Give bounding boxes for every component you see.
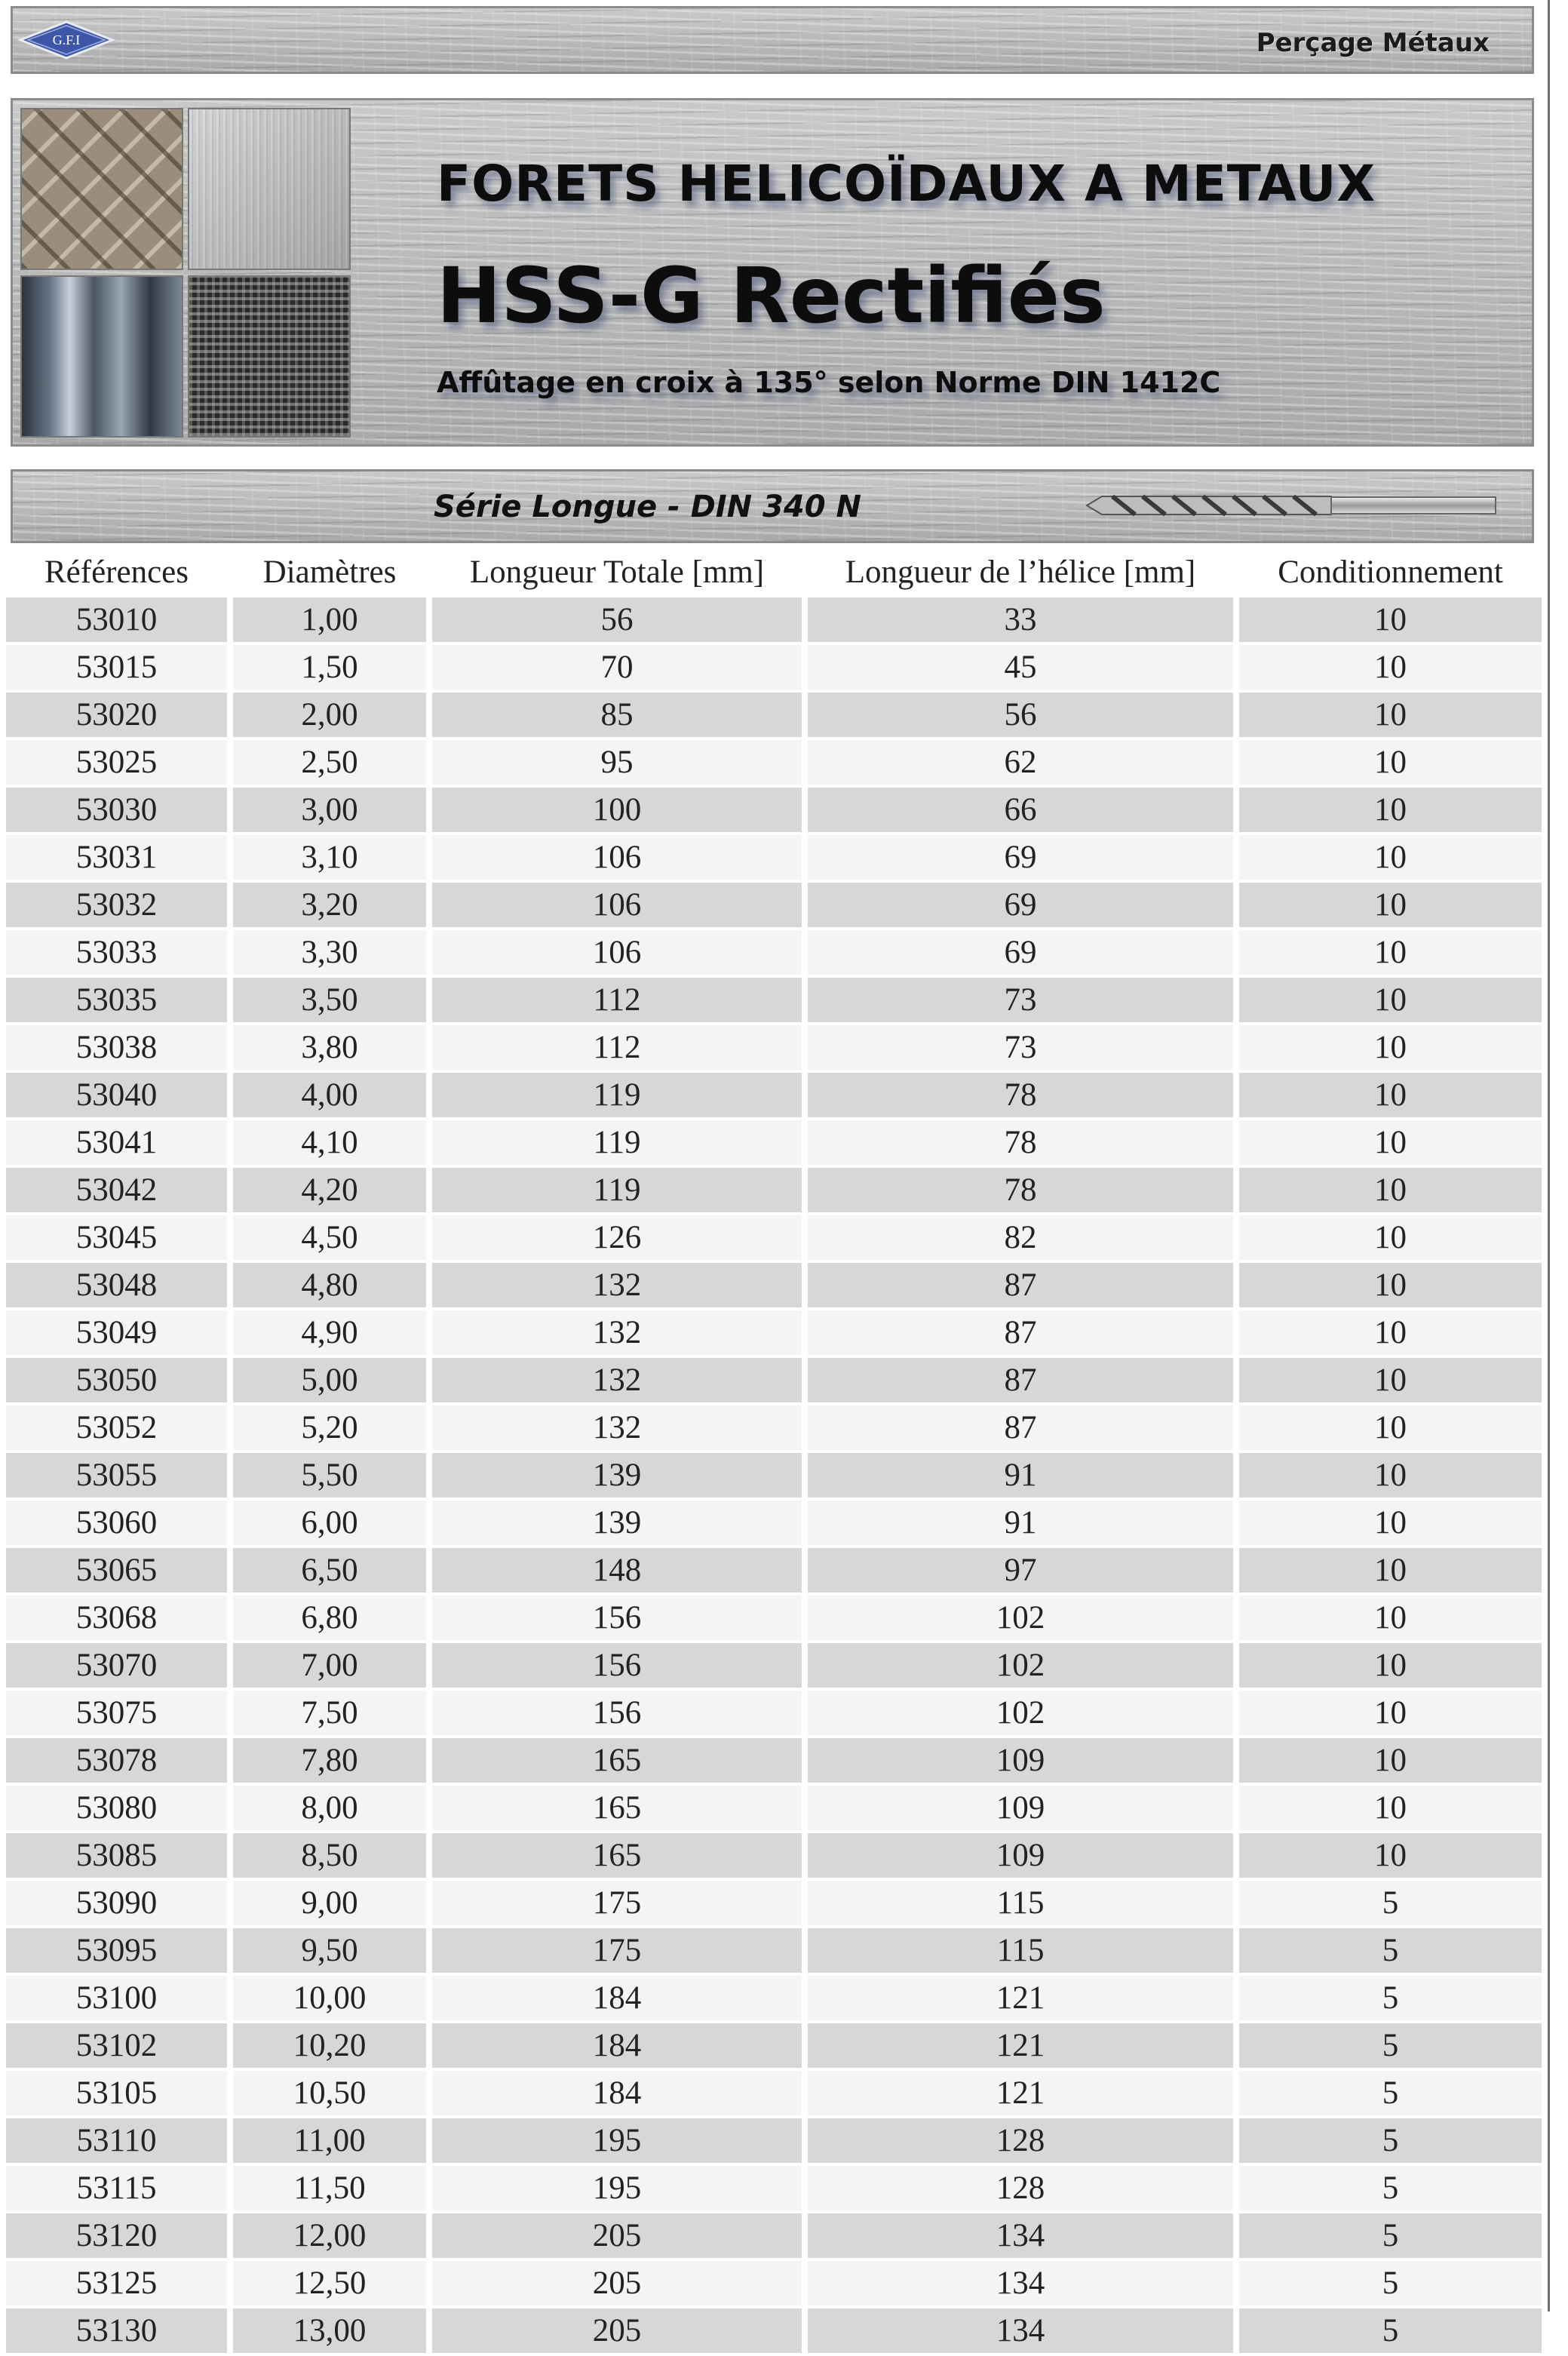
cell-packaging: 10	[1239, 1548, 1542, 1593]
cell-total-length: 132	[432, 1358, 802, 1402]
cell-diameter: 7,80	[233, 1738, 426, 1783]
cell-diameter: 5,50	[233, 1453, 426, 1497]
cell-reference: 53068	[6, 1596, 227, 1640]
cell-diameter: 3,30	[233, 930, 426, 975]
cell-reference: 53120	[6, 2213, 227, 2258]
table-row	[6, 1881, 1542, 1925]
cell-total-length: 156	[432, 1691, 802, 1735]
cell-packaging: 10	[1239, 1453, 1542, 1497]
cell-reference: 53085	[6, 1833, 227, 1878]
table-row	[6, 1643, 1542, 1688]
cell-diameter: 3,10	[233, 835, 426, 880]
cell-packaging: 5	[1239, 1881, 1542, 1925]
cell-packaging: 5	[1239, 2023, 1542, 2068]
table-body	[6, 597, 1542, 2353]
cell-reference: 53035	[6, 978, 227, 1022]
cell-diameter: 2,00	[233, 693, 426, 737]
cell-packaging: 10	[1239, 1358, 1542, 1402]
series-title: Série Longue - DIN 340 N	[434, 490, 861, 524]
cell-flute-length: 87	[808, 1358, 1233, 1402]
cell-flute-length: 115	[808, 1928, 1233, 1973]
cell-flute-length: 121	[808, 2071, 1233, 2115]
cell-packaging: 5	[1239, 2261, 1542, 2305]
cell-reference: 53045	[6, 1215, 227, 1260]
table-row	[6, 1215, 1542, 1260]
cell-packaging: 10	[1239, 883, 1542, 927]
cell-flute-length: 69	[808, 883, 1233, 927]
cell-diameter: 12,00	[233, 2213, 426, 2258]
cell-diameter: 13,00	[233, 2308, 426, 2353]
cell-diameter: 4,80	[233, 1263, 426, 1307]
table-row	[6, 597, 1542, 642]
table-row	[6, 788, 1542, 832]
table-row	[6, 930, 1542, 975]
table-row	[6, 1928, 1542, 1973]
cell-reference: 53060	[6, 1501, 227, 1545]
cell-flute-length: 66	[808, 788, 1233, 832]
cell-total-length: 106	[432, 930, 802, 975]
cell-reference: 53038	[6, 1025, 227, 1070]
gfi-logo	[17, 19, 115, 61]
cell-diameter: 1,00	[233, 597, 426, 642]
product-title: HSS-G Rectifiés	[437, 251, 1106, 341]
cell-reference: 53048	[6, 1263, 227, 1307]
cell-flute-length: 97	[808, 1548, 1233, 1593]
cell-total-length: 126	[432, 1215, 802, 1260]
table-row	[6, 1786, 1542, 1830]
cell-flute-length: 78	[808, 1168, 1233, 1212]
cell-flute-length: 109	[808, 1786, 1233, 1830]
cell-packaging: 5	[1239, 2308, 1542, 2353]
cell-diameter: 8,00	[233, 1786, 426, 1830]
column-header-total-length: Longueur Totale [mm]	[432, 549, 802, 594]
cell-packaging: 5	[1239, 2166, 1542, 2210]
cell-flute-length: 56	[808, 693, 1233, 737]
cell-total-length: 70	[432, 645, 802, 690]
cell-diameter: 9,50	[233, 1928, 426, 1973]
table-row	[6, 1025, 1542, 1070]
cell-flute-length: 134	[808, 2213, 1233, 2258]
cell-flute-length: 62	[808, 740, 1233, 785]
cell-packaging: 10	[1239, 1643, 1542, 1688]
table-row	[6, 883, 1542, 927]
cell-reference: 53031	[6, 835, 227, 880]
cell-reference: 53010	[6, 597, 227, 642]
table-row	[6, 1738, 1542, 1783]
cell-packaging: 10	[1239, 1215, 1542, 1260]
table-row	[6, 1263, 1542, 1307]
cell-total-length: 112	[432, 978, 802, 1022]
cell-packaging: 10	[1239, 1691, 1542, 1735]
cell-reference: 53055	[6, 1453, 227, 1497]
cell-reference: 53125	[6, 2261, 227, 2305]
cell-diameter: 6,50	[233, 1548, 426, 1593]
cell-packaging: 10	[1239, 1786, 1542, 1830]
cell-flute-length: 91	[808, 1501, 1233, 1545]
cell-diameter: 4,10	[233, 1120, 426, 1165]
cell-diameter: 6,80	[233, 1596, 426, 1640]
cell-total-length: 175	[432, 1881, 802, 1925]
title-banner	[11, 98, 1534, 447]
cell-reference: 53110	[6, 2118, 227, 2163]
table-row	[6, 2118, 1542, 2163]
cell-reference: 53115	[6, 2166, 227, 2210]
cell-flute-length: 69	[808, 835, 1233, 880]
cell-diameter: 3,20	[233, 883, 426, 927]
table-row	[6, 2023, 1542, 2068]
table-row	[6, 2166, 1542, 2210]
cell-packaging: 5	[1239, 2071, 1542, 2115]
column-header-packaging: Conditionnement	[1239, 549, 1542, 594]
cell-flute-length: 134	[808, 2261, 1233, 2305]
cell-packaging: 10	[1239, 1833, 1542, 1878]
table-row	[6, 1596, 1542, 1640]
cell-total-length: 56	[432, 597, 802, 642]
cell-diameter: 5,00	[233, 1358, 426, 1402]
section-title: Perçage Métaux	[1256, 28, 1490, 58]
cell-flute-length: 78	[808, 1120, 1233, 1165]
cell-packaging: 10	[1239, 1310, 1542, 1355]
cell-diameter: 3,00	[233, 788, 426, 832]
metal-mesh-texture	[188, 275, 351, 438]
cell-packaging: 5	[1239, 1976, 1542, 2020]
cell-flute-length: 33	[808, 597, 1233, 642]
cell-reference: 53090	[6, 1881, 227, 1925]
cell-packaging: 10	[1239, 1073, 1542, 1117]
cell-flute-length: 87	[808, 1310, 1233, 1355]
cell-diameter: 12,50	[233, 2261, 426, 2305]
cell-flute-length: 109	[808, 1833, 1233, 1878]
cell-flute-length: 128	[808, 2118, 1233, 2163]
table-row	[6, 1833, 1542, 1878]
column-header-diameter: Diamètres	[233, 549, 426, 594]
cell-diameter: 5,20	[233, 1405, 426, 1450]
cell-reference: 53070	[6, 1643, 227, 1688]
table-row	[6, 740, 1542, 785]
cell-packaging: 10	[1239, 597, 1542, 642]
cell-total-length: 165	[432, 1833, 802, 1878]
column-header-reference: Références	[6, 549, 227, 594]
cell-flute-length: 102	[808, 1691, 1233, 1735]
cell-diameter: 10,20	[233, 2023, 426, 2068]
cell-reference: 53080	[6, 1786, 227, 1830]
cell-total-length: 119	[432, 1168, 802, 1212]
cell-reference: 53025	[6, 740, 227, 785]
diamond-plate-texture	[20, 108, 183, 270]
cell-flute-length: 45	[808, 645, 1233, 690]
cell-reference: 53020	[6, 693, 227, 737]
cell-flute-length: 109	[808, 1738, 1233, 1783]
cell-flute-length: 82	[808, 1215, 1233, 1260]
cell-diameter: 10,00	[233, 1976, 426, 2020]
cell-diameter: 11,00	[233, 2118, 426, 2163]
cell-reference: 53015	[6, 645, 227, 690]
cell-packaging: 10	[1239, 740, 1542, 785]
cell-diameter: 11,50	[233, 2166, 426, 2210]
cell-flute-length: 115	[808, 1881, 1233, 1925]
cell-packaging: 5	[1239, 1928, 1542, 1973]
cell-diameter: 1,50	[233, 645, 426, 690]
cell-diameter: 3,50	[233, 978, 426, 1022]
cell-total-length: 132	[432, 1310, 802, 1355]
table-row	[6, 1120, 1542, 1165]
table-row	[6, 693, 1542, 737]
cell-flute-length: 121	[808, 2023, 1233, 2068]
table-row	[6, 1073, 1542, 1117]
cell-total-length: 195	[432, 2118, 802, 2163]
cell-total-length: 132	[432, 1405, 802, 1450]
table-row	[6, 1691, 1542, 1735]
product-subtitle: Affûtage en croix à 135° selon Norme DIN 1412C	[437, 366, 1221, 399]
cell-total-length: 184	[432, 2023, 802, 2068]
cell-total-length: 165	[432, 1786, 802, 1830]
table-row	[6, 2213, 1542, 2258]
cell-diameter: 4,50	[233, 1215, 426, 1260]
cell-total-length: 148	[432, 1548, 802, 1593]
cell-flute-length: 128	[808, 2166, 1233, 2210]
cell-total-length: 106	[432, 883, 802, 927]
cell-packaging: 10	[1239, 645, 1542, 690]
cell-total-length: 205	[432, 2308, 802, 2353]
cell-reference: 53049	[6, 1310, 227, 1355]
cell-diameter: 7,00	[233, 1643, 426, 1688]
table-row	[6, 1358, 1542, 1402]
cell-packaging: 5	[1239, 2213, 1542, 2258]
cell-reference: 53078	[6, 1738, 227, 1783]
table-row	[6, 1168, 1542, 1212]
cell-diameter: 4,20	[233, 1168, 426, 1212]
logo-text: G.F.I	[52, 32, 81, 48]
cell-diameter: 9,00	[233, 1881, 426, 1925]
product-family-title: FORETS HELICOÏDAUX A METAUX	[437, 155, 1376, 213]
cell-diameter: 2,50	[233, 740, 426, 785]
cell-total-length: 119	[432, 1073, 802, 1117]
table-header-row	[6, 549, 1542, 594]
cell-packaging: 10	[1239, 693, 1542, 737]
cell-total-length: 184	[432, 2071, 802, 2115]
cell-flute-length: 121	[808, 1976, 1233, 2020]
cell-packaging: 10	[1239, 1263, 1542, 1307]
cell-total-length: 100	[432, 788, 802, 832]
table-row	[6, 1453, 1542, 1497]
cell-reference: 53030	[6, 788, 227, 832]
cell-reference: 53033	[6, 930, 227, 975]
cell-reference: 53102	[6, 2023, 227, 2068]
cell-reference: 53065	[6, 1548, 227, 1593]
cell-total-length: 156	[432, 1643, 802, 1688]
cell-packaging: 10	[1239, 930, 1542, 975]
cell-reference: 53100	[6, 1976, 227, 2020]
cell-flute-length: 69	[808, 930, 1233, 975]
brushed-steel-texture	[188, 108, 351, 270]
cell-packaging: 5	[1239, 2118, 1542, 2163]
steel-tube-texture	[20, 275, 183, 438]
cell-reference: 53130	[6, 2308, 227, 2353]
cell-diameter: 10,50	[233, 2071, 426, 2115]
cell-diameter: 8,50	[233, 1833, 426, 1878]
cell-total-length: 205	[432, 2213, 802, 2258]
cell-flute-length: 87	[808, 1263, 1233, 1307]
cell-total-length: 139	[432, 1501, 802, 1545]
table-row	[6, 1501, 1542, 1545]
product-table	[0, 546, 1548, 2356]
table-row	[6, 1405, 1542, 1450]
cell-total-length: 132	[432, 1263, 802, 1307]
cell-total-length: 195	[432, 2166, 802, 2210]
top-bar	[11, 6, 1534, 74]
cell-packaging: 10	[1239, 1025, 1542, 1070]
cell-flute-length: 73	[808, 1025, 1233, 1070]
cell-flute-length: 78	[808, 1073, 1233, 1117]
cell-reference: 53040	[6, 1073, 227, 1117]
cell-flute-length: 87	[808, 1405, 1233, 1450]
table-row	[6, 978, 1542, 1022]
cell-diameter: 6,00	[233, 1501, 426, 1545]
page-frame-line	[1548, 0, 1550, 2311]
cell-packaging: 10	[1239, 835, 1542, 880]
cell-diameter: 3,80	[233, 1025, 426, 1070]
cell-reference: 53050	[6, 1358, 227, 1402]
cell-reference: 53052	[6, 1405, 227, 1450]
table-row	[6, 1976, 1542, 2020]
cell-flute-length: 102	[808, 1643, 1233, 1688]
cell-total-length: 139	[432, 1453, 802, 1497]
cell-packaging: 10	[1239, 1168, 1542, 1212]
cell-flute-length: 73	[808, 978, 1233, 1022]
cell-reference: 53105	[6, 2071, 227, 2115]
cell-total-length: 184	[432, 1976, 802, 2020]
cell-total-length: 85	[432, 693, 802, 737]
cell-packaging: 10	[1239, 978, 1542, 1022]
cell-packaging: 10	[1239, 788, 1542, 832]
cell-total-length: 205	[432, 2261, 802, 2305]
table-row	[6, 2308, 1542, 2353]
cell-reference: 53075	[6, 1691, 227, 1735]
cell-total-length: 165	[432, 1738, 802, 1783]
cell-total-length: 119	[432, 1120, 802, 1165]
cell-total-length: 112	[432, 1025, 802, 1070]
table-row	[6, 2071, 1542, 2115]
cell-total-length: 95	[432, 740, 802, 785]
table-row	[6, 835, 1542, 880]
cell-total-length: 106	[432, 835, 802, 880]
cell-reference: 53032	[6, 883, 227, 927]
cell-packaging: 10	[1239, 1738, 1542, 1783]
cell-packaging: 10	[1239, 1501, 1542, 1545]
cell-reference: 53042	[6, 1168, 227, 1212]
table-row	[6, 1310, 1542, 1355]
drill-bit-icon	[1082, 487, 1502, 524]
table-row	[6, 1548, 1542, 1593]
cell-reference: 53041	[6, 1120, 227, 1165]
cell-flute-length: 102	[808, 1596, 1233, 1640]
cell-packaging: 10	[1239, 1405, 1542, 1450]
series-bar	[11, 469, 1534, 543]
cell-packaging: 10	[1239, 1596, 1542, 1640]
cell-diameter: 4,90	[233, 1310, 426, 1355]
cell-reference: 53095	[6, 1928, 227, 1973]
cell-diameter: 7,50	[233, 1691, 426, 1735]
cell-flute-length: 134	[808, 2308, 1233, 2353]
table-row	[6, 645, 1542, 690]
cell-packaging: 10	[1239, 1120, 1542, 1165]
column-header-flute-length: Longueur de l’hélice [mm]	[808, 549, 1233, 594]
cell-diameter: 4,00	[233, 1073, 426, 1117]
cell-total-length: 175	[432, 1928, 802, 1973]
cell-flute-length: 91	[808, 1453, 1233, 1497]
cell-total-length: 156	[432, 1596, 802, 1640]
table-row	[6, 2261, 1542, 2305]
